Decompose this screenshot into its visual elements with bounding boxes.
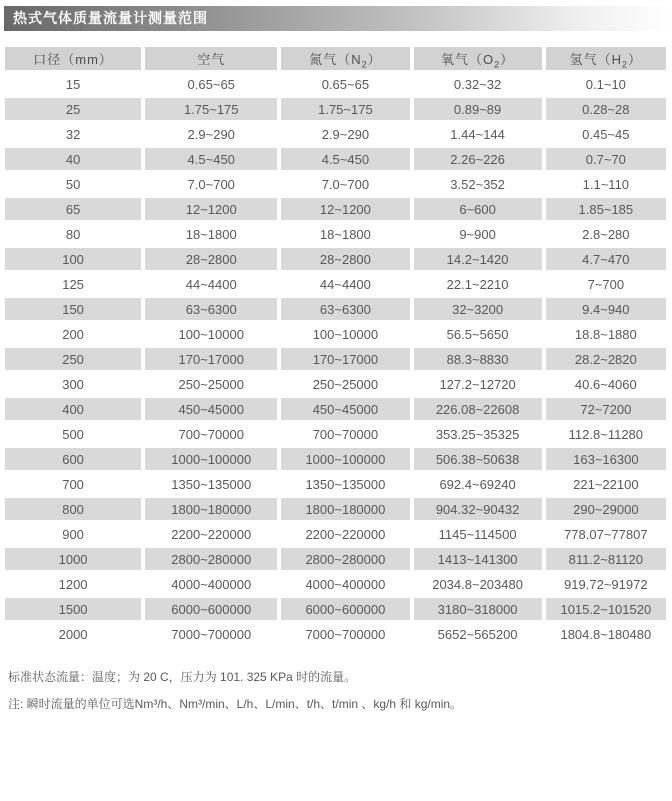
diameter-cell: 700 <box>5 473 141 498</box>
diameter-cell: 600 <box>5 448 141 473</box>
diameter-cell: 900 <box>5 523 141 548</box>
flow-range-cell: 18.8~1880 <box>542 323 666 348</box>
flow-range-cell: 44~4400 <box>141 273 277 298</box>
flow-range-cell: 7.0~700 <box>277 173 409 198</box>
diameter-cell: 40 <box>5 148 141 173</box>
flow-range-cell: 506.38~50638 <box>410 448 542 473</box>
flow-range-cell: 811.2~81120 <box>542 548 666 573</box>
diameter-cell: 65 <box>5 198 141 223</box>
flow-range-cell: 163~16300 <box>542 448 666 473</box>
table-row <box>5 348 666 373</box>
diameter-cell: 32 <box>5 123 141 148</box>
footnote-standard-condition: 标准状态流量：温度；为 20 C，压力为 101. 325 KPa 时的流量。 <box>8 670 357 684</box>
flow-range-cell: 226.08~22608 <box>410 398 542 423</box>
flow-range-cell: 353.25~35325 <box>410 423 542 448</box>
flow-range-cell: 778.07~77807 <box>542 523 666 548</box>
flow-range-cell: 7000~700000 <box>141 623 277 648</box>
flow-range-cell: 3180~318000 <box>410 598 542 623</box>
flow-range-cell: 700~70000 <box>277 423 409 448</box>
flow-range-cell: 12~1200 <box>277 198 409 223</box>
table-row <box>5 598 666 623</box>
flow-range-cell: 88.3~8830 <box>410 348 542 373</box>
flow-range-cell: 56.5~5650 <box>410 323 542 348</box>
flow-range-cell: 7000~700000 <box>277 623 409 648</box>
flow-range-cell: 72~7200 <box>542 398 666 423</box>
table-row <box>5 548 666 573</box>
table-row <box>5 148 666 173</box>
flow-range-cell: 1804.8~180480 <box>542 623 666 648</box>
diameter-cell: 800 <box>5 498 141 523</box>
flow-range-cell: 6000~600000 <box>277 598 409 623</box>
flow-range-cell: 1000~100000 <box>277 448 409 473</box>
flow-range-cell: 2200~220000 <box>277 523 409 548</box>
diameter-cell: 2000 <box>5 623 141 648</box>
flow-range-cell: 12~1200 <box>141 198 277 223</box>
diameter-cell: 500 <box>5 423 141 448</box>
diameter-cell: 250 <box>5 348 141 373</box>
flow-range-cell: 904.32~90432 <box>410 498 542 523</box>
flow-range-cell: 0.1~10 <box>542 73 666 98</box>
flow-range-cell: 4000~400000 <box>277 573 409 598</box>
flow-range-cell: 290~29000 <box>542 498 666 523</box>
flow-range-cell: 221~22100 <box>542 473 666 498</box>
diameter-cell: 300 <box>5 373 141 398</box>
table-row <box>5 223 666 248</box>
flow-range-cell: 44~4400 <box>277 273 409 298</box>
flow-range-cell: 40.6~4060 <box>542 373 666 398</box>
flow-range-cell: 6~600 <box>410 198 542 223</box>
flow-range-cell: 1.85~185 <box>542 198 666 223</box>
flow-range-cell: 0.89~89 <box>410 98 542 123</box>
flow-range-cell: 4.5~450 <box>141 148 277 173</box>
flow-range-cell: 63~6300 <box>141 298 277 323</box>
column-header-air: 空气 <box>141 47 277 73</box>
flow-range-cell: 2200~220000 <box>141 523 277 548</box>
flow-range-cell: 112.8~11280 <box>542 423 666 448</box>
diameter-cell: 125 <box>5 273 141 298</box>
flow-range-cell: 100~10000 <box>141 323 277 348</box>
flow-range-cell: 1145~114500 <box>410 523 542 548</box>
flow-range-cell: 450~45000 <box>141 398 277 423</box>
flow-range-cell: 9~900 <box>410 223 542 248</box>
flow-range-cell: 1350~135000 <box>141 473 277 498</box>
flow-range-cell: 919.72~91972 <box>542 573 666 598</box>
table-row <box>5 448 666 473</box>
flow-range-cell: 1.44~144 <box>410 123 542 148</box>
flow-range-cell: 100~10000 <box>277 323 409 348</box>
table-row <box>5 248 666 273</box>
flow-table-body <box>5 73 666 648</box>
diameter-cell: 400 <box>5 398 141 423</box>
flow-range-cell: 14.2~1420 <box>410 248 542 273</box>
flow-range-cell: 1.1~110 <box>542 173 666 198</box>
flow-range-cell: 1000~100000 <box>141 448 277 473</box>
flow-range-table <box>5 47 666 648</box>
diameter-cell: 80 <box>5 223 141 248</box>
flow-range-cell: 1350~135000 <box>277 473 409 498</box>
flow-range-cell: 9.4~940 <box>542 298 666 323</box>
flow-range-table-container <box>5 47 666 648</box>
table-header-row <box>5 47 666 73</box>
flow-range-cell: 7~700 <box>542 273 666 298</box>
table-row <box>5 123 666 148</box>
flow-range-cell: 127.2~12720 <box>410 373 542 398</box>
flow-range-cell: 7.0~700 <box>141 173 277 198</box>
flow-range-cell: 2800~280000 <box>141 548 277 573</box>
flow-range-cell: 1413~141300 <box>410 548 542 573</box>
flow-range-cell: 1.75~175 <box>141 98 277 123</box>
flow-range-cell: 28~2800 <box>141 248 277 273</box>
table-row <box>5 198 666 223</box>
column-header-oxygen: 氧气$(O_2)$ <box>410 47 542 73</box>
flow-range-cell: 170~17000 <box>277 348 409 373</box>
flow-range-cell: 4.7~470 <box>542 248 666 273</box>
flow-range-cell: 1800~180000 <box>277 498 409 523</box>
flow-range-cell: 1015.2~101520 <box>542 598 666 623</box>
flow-range-cell: 250~25000 <box>141 373 277 398</box>
table-row <box>5 273 666 298</box>
table-row <box>5 323 666 348</box>
diameter-cell: 200 <box>5 323 141 348</box>
flow-range-cell: 6000~600000 <box>141 598 277 623</box>
table-row <box>5 98 666 123</box>
flow-range-cell: 4000~400000 <box>141 573 277 598</box>
flow-range-cell: 0.32~32 <box>410 73 542 98</box>
footnote-units: 注: 瞬时流量的单位可选Nm³/h、Nm³/min、L/h、L/min、t/h、t/min 、kg/h 和 kg/min。 <box>8 696 463 711</box>
table-row <box>5 623 666 648</box>
flow-range-cell: 700~70000 <box>141 423 277 448</box>
flow-range-cell: 170~17000 <box>141 348 277 373</box>
flow-range-cell: 250~25000 <box>277 373 409 398</box>
diameter-cell: 15 <box>5 73 141 98</box>
column-header-nitrogen: 氮气$(N_2)$ <box>277 47 409 73</box>
flow-range-cell: 2800~280000 <box>277 548 409 573</box>
diameter-cell: 50 <box>5 173 141 198</box>
table-row <box>5 498 666 523</box>
table-row <box>5 398 666 423</box>
footnotes <box>8 670 664 712</box>
flow-range-cell: 28.2~2820 <box>542 348 666 373</box>
table-row <box>5 298 666 323</box>
diameter-cell: 1500 <box>5 598 141 623</box>
flow-range-cell: 4.5~450 <box>277 148 409 173</box>
flow-range-cell: 2.9~290 <box>141 123 277 148</box>
table-row <box>5 573 666 598</box>
flow-range-cell: 2.26~226 <box>410 148 542 173</box>
flow-range-cell: 22.1~2210 <box>410 273 542 298</box>
table-row <box>5 173 666 198</box>
flow-range-cell: 0.7~70 <box>542 148 666 173</box>
flow-range-cell: 18~1800 <box>277 223 409 248</box>
diameter-cell: 1200 <box>5 573 141 598</box>
table-row <box>5 523 666 548</box>
diameter-cell: 150 <box>5 298 141 323</box>
flow-range-cell: 0.65~65 <box>141 73 277 98</box>
diameter-cell: 100 <box>5 248 141 273</box>
flow-range-cell: 18~1800 <box>141 223 277 248</box>
flow-range-cell: 5652~565200 <box>410 623 542 648</box>
flow-range-cell: 63~6300 <box>277 298 409 323</box>
flow-range-cell: 2.8~280 <box>542 223 666 248</box>
flow-range-cell: 450~45000 <box>277 398 409 423</box>
flow-range-cell: 692.4~69240 <box>410 473 542 498</box>
table-row <box>5 73 666 98</box>
diameter-cell: 25 <box>5 98 141 123</box>
flow-range-cell: 28~2800 <box>277 248 409 273</box>
flow-range-cell: 0.28~28 <box>542 98 666 123</box>
table-row <box>5 423 666 448</box>
column-header-hydrogen: 氢气$(H_2)$ <box>542 47 666 73</box>
flow-range-cell: 32~3200 <box>410 298 542 323</box>
flow-range-cell: 0.45~45 <box>542 123 666 148</box>
column-header-diameter: 口径（mm） <box>5 47 141 73</box>
section-title-bar <box>4 6 672 31</box>
flow-range-cell: 2.9~290 <box>277 123 409 148</box>
table-row <box>5 473 666 498</box>
flow-range-cell: 3.52~352 <box>410 173 542 198</box>
section-title: 热式气体质量流量计测量范围 <box>13 10 208 26</box>
flow-range-cell: 1.75~175 <box>277 98 409 123</box>
flow-range-cell: 1800~180000 <box>141 498 277 523</box>
diameter-cell: 1000 <box>5 548 141 573</box>
flow-range-cell: 0.65~65 <box>277 73 409 98</box>
table-row <box>5 373 666 398</box>
flow-range-cell: 2034.8~203480 <box>410 573 542 598</box>
